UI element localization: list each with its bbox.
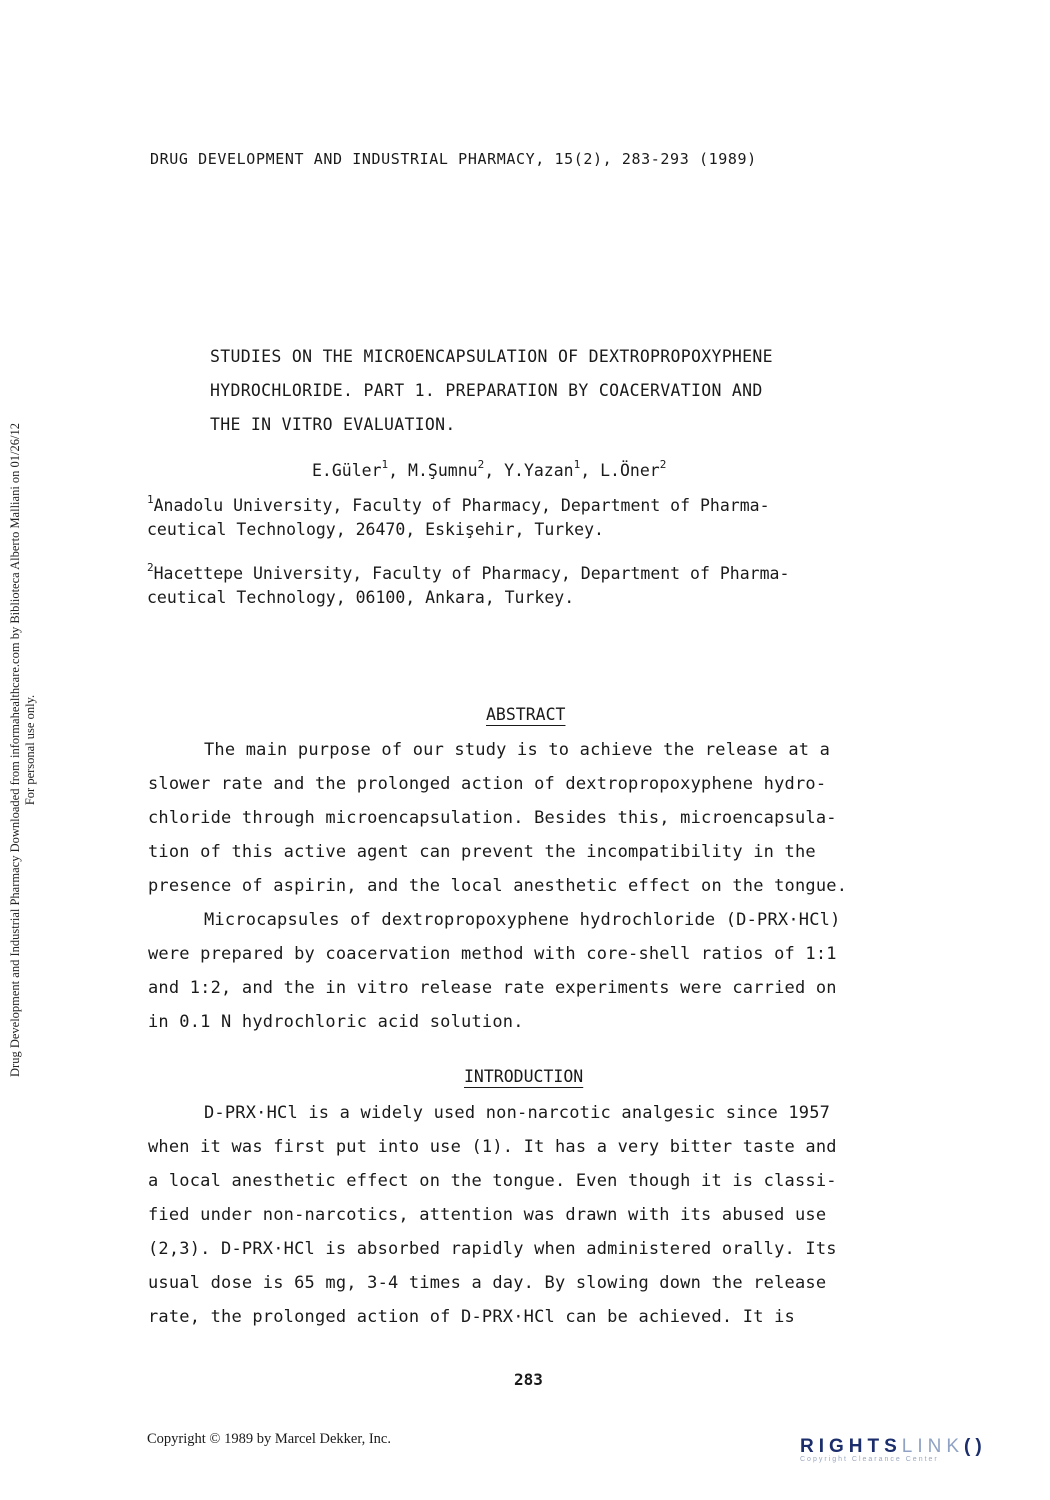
abstract-line: The main purpose of our study is to achieve the release at a [204,740,831,760]
introduction-line: (2,3). D-PRX·HCl is absorbed rapidly when administered orally. Its [148,1239,837,1259]
author-affiliation-mark: 2 [659,458,667,471]
author-affiliation-mark: 1 [573,458,581,471]
abstract-line: slower rate and the prolonged action of dextropropoxyphene hydro- [148,774,827,794]
rightslink-wordmark [800,1436,1030,1458]
introduction-line: a local anesthetic effect on the tongue. Even though it is classi- [148,1171,837,1191]
abstract-line: chloride through microencapsulation. Besides this, microencapsula- [148,808,837,828]
abstract-body [148,733,908,1039]
rightslink-tagline: Copyright Clearance Center [800,1456,939,1463]
affiliation-1 [147,488,770,542]
introduction-line: D-PRX·HCl is a widely used non-narcotic analgesic since 1957 [204,1103,831,1123]
download-watermark [2,310,44,1190]
abstract-line: were prepared by coacervation method with core-shell ratios of 1:1 [148,944,837,964]
affiliation-line: ceutical Technology, 06100, Ankara, Turkey. [147,588,575,607]
title-line: STUDIES ON THE MICROENCAPSULATION OF DEXTROPROPOXYPHENE [210,347,773,366]
introduction-line: rate, the prolonged action of D-PRX·HCl can be achieved. It is [148,1307,795,1327]
author-name: , L.Öner [580,461,660,480]
affiliation-line: Hacettepe University, Faculty of Pharmacy, Department of Pharma- [153,564,790,583]
title-line: HYDROCHLORIDE. PART 1. PREPARATION BY COACERVATION AND [210,381,763,400]
author-name: , Y.Yazan [484,461,574,480]
rightslink-chevron-icon: () [964,1436,987,1457]
page-number: 283 [514,1370,543,1389]
introduction-line: usual dose is 65 mg, 3-4 times a day. By slowing down the release [148,1273,827,1293]
abstract-line: presence of aspirin, and the local anesthetic effect on the tongue. [148,876,848,896]
affiliation-line: ceutical Technology, 26470, Eskişehir, Turkey. [147,520,604,539]
rightslink-word-rights: RIGHTS [800,1436,902,1457]
affiliation-mark: 2 [147,561,154,574]
abstract-line: Microcapsules of dextropropoxyphene hydrochloride (D-PRX·HCl) [204,910,841,930]
abstract-heading: ABSTRACT [486,705,566,724]
introduction-line: when it was first put into use (1). It has a very bitter taste and [148,1137,837,1157]
author-name: E.Güler [312,461,382,480]
introduction-body [148,1096,908,1334]
abstract-line: tion of this active agent can prevent the incompatibility in the [148,842,816,862]
introduction-line: fied under non-narcotics, attention was drawn with its abused use [148,1205,827,1225]
affiliation-2 [147,556,789,610]
rightslink-logo[interactable] [800,1436,1030,1472]
abstract-line: and 1:2, and the in vitro release rate experiments were carried on [148,978,837,998]
author-list [312,458,666,480]
affiliation-mark: 1 [147,493,154,506]
affiliation-line: Anadolu University, Faculty of Pharmacy, Department of Pharma- [153,496,770,515]
introduction-heading: INTRODUCTION [464,1067,584,1086]
rightslink-word-link: LINK [901,1436,965,1457]
watermark-line-2: For personal use only. [23,694,37,806]
author-name: , M.Şumnu [388,461,478,480]
title-line: THE IN VITRO EVALUATION. [210,415,456,434]
abstract-line: in 0.1 N hydrochloric acid solution. [148,1012,524,1032]
article-title [210,340,773,442]
copyright-notice: Copyright © 1989 by Marcel Dekker, Inc. [147,1431,391,1447]
journal-header: DRUG DEVELOPMENT AND INDUSTRIAL PHARMACY, 15(2), 283-293 (1989) [150,150,757,168]
watermark-line-1: Drug Development and Industrial Pharmacy Downloaded from informahealthcare.com by Biblioteca Alberto Malliani on 01/26/12 [8,423,22,1077]
author-affiliation-mark: 1 [381,458,389,471]
author-affiliation-mark: 2 [477,458,485,471]
